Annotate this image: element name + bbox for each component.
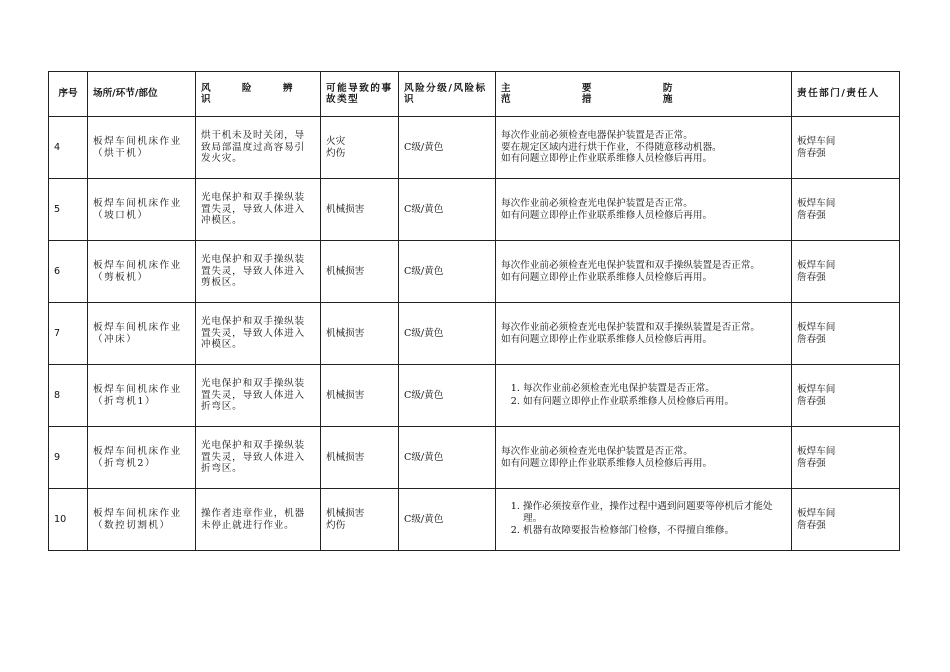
cell-dept [792,179,900,241]
cell-dept [792,427,900,489]
cell-measures [496,427,792,489]
measure-item: 每次作业前必须检查光电保护装置和双手操纵装置是否正常。 [501,322,761,333]
cell-seq: 5 [49,179,88,241]
table-row [49,117,900,179]
dept-item: 詹春强 [797,333,826,345]
cell-risk: 光电保护和双手操纵装置失灵，导致人体进入冲模区。 [196,303,321,365]
measure-item: 如有问题立即停止作业联系维修人员检修后再用。 [501,457,713,469]
dept-item: 詹春强 [797,209,826,221]
header-measures: 主 要 防 范 措 施 [496,72,792,117]
header-dept: 责任部门/责任人 [792,72,900,117]
cell-place: 板焊车间机床作业（烘干机） [88,117,196,179]
cell-accident-type [321,303,399,365]
dept-item: 板焊车间 [797,446,836,457]
measure-item: 要在规定区域内进行烘干作业，不得随意移动机器。 [501,141,722,153]
measure-item: 2. 机器有故障要报告检修部门检修，不得擅自维修。 [523,525,786,537]
cell-accident-type [321,179,399,241]
accident-type-item: 机械损害 [326,203,365,215]
measure-item: 如有问题立即停止作业联系维修人员检修后再用。 [501,333,713,345]
dept-item: 詹春强 [797,519,826,531]
cell-dept [792,117,900,179]
cell-dept [792,365,900,427]
cell-seq: 6 [49,241,88,303]
measure-item: 如有问题立即停止作业联系维修人员检修后再用。 [501,271,713,283]
accident-type-item: 机械损害 [326,389,365,401]
cell-risk: 光电保护和双手操纵装置失灵，导致人体进入折弯区。 [196,427,321,489]
dept-item: 板焊车间 [797,384,836,395]
measure-item: 每次作业前必须检查电器保护装置是否正常。 [501,130,693,142]
cell-risk-level: C级/黄色 [399,489,496,551]
measures-list [501,501,786,537]
cell-place: 板焊车间机床作业（折弯机1） [88,365,196,427]
risk-table [48,71,900,551]
cell-dept [792,303,900,365]
cell-place: 板焊车间机床作业（数控切割机） [88,489,196,551]
measure-item: 每次作业前必须检查光电保护装置和双手操纵装置是否正常。 [501,260,761,271]
cell-seq: 9 [49,427,88,489]
measures-list [501,383,786,407]
dept-item: 板焊车间 [797,260,836,271]
cell-measures [496,117,792,179]
cell-risk-level: C级/黄色 [399,303,496,365]
table-row [49,427,900,489]
measure-item: 如有问题立即停止作业联系维修人员检修后再用。 [501,209,713,221]
cell-seq: 4 [49,117,88,179]
table-row [49,365,900,427]
accident-type-item: 灼伤 [326,519,346,531]
cell-measures [496,489,792,551]
dept-item: 板焊车间 [797,508,836,519]
table-row [49,489,900,551]
measure-item: 如有问题立即停止作业联系维修人员检修后再用。 [501,153,713,165]
cell-risk-level: C级/黄色 [399,427,496,489]
cell-seq: 8 [49,365,88,427]
cell-place: 板焊车间机床作业（折弯机2） [88,427,196,489]
table-row [49,303,900,365]
table-row [49,179,900,241]
cell-risk: 光电保护和双手操纵装置失灵，导致人体进入折弯区。 [196,365,321,427]
header-seq: 序号 [49,72,88,117]
accident-type-item: 机械损害 [326,508,365,519]
dept-item: 詹春强 [797,147,826,159]
cell-accident-type [321,365,399,427]
accident-type-item: 机械损害 [326,265,365,277]
cell-risk: 光电保护和双手操纵装置失灵，导致人体进入冲模区。 [196,179,321,241]
dept-item: 板焊车间 [797,198,836,209]
cell-risk-level: C级/黄色 [399,117,496,179]
dept-item: 詹春强 [797,271,826,283]
cell-measures [496,365,792,427]
measure-item: 每次作业前必须检查光电保护装置是否正常。 [501,446,693,457]
cell-place: 板焊车间机床作业（坡口机） [88,179,196,241]
cell-risk: 烘干机未及时关闭，导致局部温度过高容易引发火灾。 [196,117,321,179]
header-risk-identify: 风 险 辨 识 [196,72,321,117]
cell-risk: 操作者违章作业，机器未停止就进行作业。 [196,489,321,551]
cell-dept [792,489,900,551]
cell-measures [496,303,792,365]
measure-item: 1. 每次作业前必须检查光电保护装置是否正常。 [523,383,786,395]
cell-seq: 7 [49,303,88,365]
table-body [49,117,900,551]
accident-type-item: 灼伤 [326,147,346,159]
cell-accident-type [321,241,399,303]
cell-risk: 光电保护和双手操纵装置失灵，导致人体进入剪板区。 [196,241,321,303]
header-row [49,72,900,117]
cell-risk-level: C级/黄色 [399,241,496,303]
table-row [49,241,900,303]
cell-seq: 10 [49,489,88,551]
header-accident-type: 可能导致的事故类型 [321,72,399,117]
cell-place: 板焊车间机床作业（冲床） [88,303,196,365]
cell-accident-type [321,117,399,179]
measure-item: 每次作业前必须检查光电保护装置是否正常。 [501,198,693,209]
measure-item: 1. 操作必须按章作业，操作过程中遇到问题要等停机后才能处理。 [523,501,786,524]
header-place: 场所/环节/部位 [88,72,196,117]
dept-item: 板焊车间 [797,322,836,333]
cell-risk-level: C级/黄色 [399,179,496,241]
accident-type-item: 机械损害 [326,451,365,463]
dept-item: 板焊车间 [797,136,836,147]
cell-measures [496,179,792,241]
accident-type-item: 机械损害 [326,327,365,339]
header-risk-level: 风险分级/风险标识 [399,72,496,117]
cell-dept [792,241,900,303]
cell-place: 板焊车间机床作业（剪板机） [88,241,196,303]
accident-type-item: 火灾 [326,136,346,147]
cell-measures [496,241,792,303]
dept-item: 詹春强 [797,457,826,469]
cell-accident-type [321,489,399,551]
cell-accident-type [321,427,399,489]
cell-risk-level: C级/黄色 [399,365,496,427]
measure-item: 2. 如有问题立即停止作业联系维修人员检修后再用。 [523,396,786,408]
dept-item: 詹春强 [797,395,826,407]
